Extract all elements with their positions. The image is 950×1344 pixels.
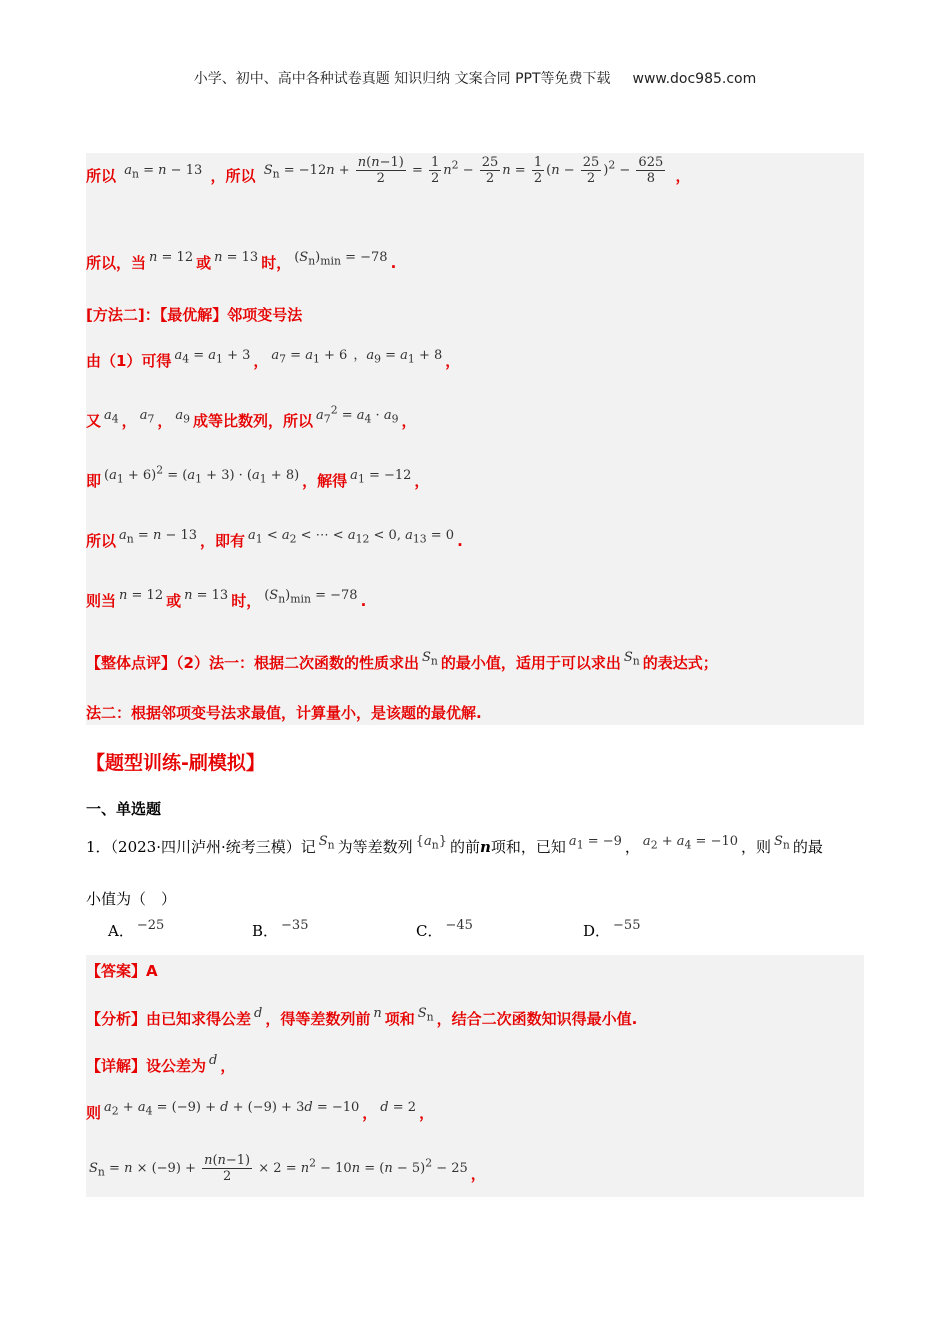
option-c[interactable]: C． −45 bbox=[416, 918, 473, 940]
option-b[interactable]: B． −35 bbox=[252, 918, 309, 940]
method2-comment: 法二：根据邻项变号法求最值，计算量小，是该题的最优解. bbox=[86, 704, 482, 722]
sol-line-2: 所以，当 n = 12 或 n = 13 时， $(S_n)_{min} = -78$ . bbox=[86, 250, 397, 272]
detail-eq-1: 则 $a_2 + a_4 = (-9) + d + (-9) + 3d = -10$ ， d = 2 ， bbox=[86, 1100, 435, 1122]
sol-line-7: 所以 $a_n = n - 13$ ，即有 $a_1 < a_2$ < ⋯ < $a_{12} < 0$, $a_{13} = 0$ . bbox=[86, 528, 463, 550]
subsection-title: 一、单选题 bbox=[86, 800, 162, 818]
analysis-line: 【分析】由已知求得公差 d ，得等差数列前 n 项和 $S_n$ ，结合二次函数知识得最小值. bbox=[86, 1006, 638, 1028]
sol-line-8: 则当 n = 12 或 n = 13 时， $(S_n)_{min} = -78$ . bbox=[86, 588, 367, 610]
sol-line-5: 又 $a_4$ ， $a_7$ ， $a_9$ 成等比数列，所以 $a_7^2 = a_4 \cdot a_9$ ， bbox=[86, 403, 417, 430]
answer-line: 【答案】A bbox=[86, 962, 158, 980]
section-title: 【题型训练-刷模拟】 bbox=[86, 752, 265, 774]
page-header bbox=[0, 68, 950, 88]
option-a[interactable]: A． −25 bbox=[108, 918, 165, 940]
header-text: 小学、初中、高中各种试卷真题 知识归纳 文案合同 PPT等免费下载 bbox=[193, 71, 611, 87]
detail-line: 【详解】设公差为 d ， bbox=[86, 1053, 236, 1075]
sol-line-1: 所以 $a_n = n - 13$ ，所以 $S_n = -12n$ + $\frac{n(n-1)}{2}$ = $\frac{1}{2}$ $n^2$ − $\frac{25}{2}$ n = $\frac{1}{2}$ (n − $\frac{25}{2}$ )$^2$ − $\frac{625}{8}$ ， bbox=[86, 155, 691, 186]
overall-comment: 【整体点评】（2）法一：根据二次函数的性质求出 $S_n$ 的最小值，适用于可以求出 $S_n$ 的表达式； bbox=[86, 650, 718, 672]
sol-line-4: 由（1）可得 $a_4 = a_1 + 3$ ， $a_7 = a_1 + 6$ ，$a_9 = a_1 + 8$ ， bbox=[86, 348, 461, 370]
method2-heading: [方法二]：【最优解】邻项变号法 bbox=[86, 306, 303, 324]
option-d[interactable]: D． −55 bbox=[583, 918, 641, 940]
sol-line-6: 即 $(a_1 + 6)^2 = (a_1 + 3) \cdot (a_1 + 8)$ ，解得 $a_1 = -12$ ， bbox=[86, 463, 430, 490]
question-1-line2: 小值为（ ） bbox=[86, 890, 177, 908]
question-1: 1．（2023·四川泸州·统考三模）记 $S_n$ 为等差数列 $\{a_n\}$ 的前n项和，已知 $a_1 = -9$ ， $a_2 + a_4 = -10$ ，则 $S_n$ 的最 bbox=[86, 834, 823, 856]
solution-box bbox=[86, 153, 864, 725]
detail-eq-2: $S_n = n \times (-9)$ + $\frac{n(n-1)}{2}$ × $2 = n^2 - 10n = (n - 5)^2 - 25$ ， bbox=[89, 1153, 486, 1184]
header-site: www.doc985.com bbox=[632, 71, 757, 87]
